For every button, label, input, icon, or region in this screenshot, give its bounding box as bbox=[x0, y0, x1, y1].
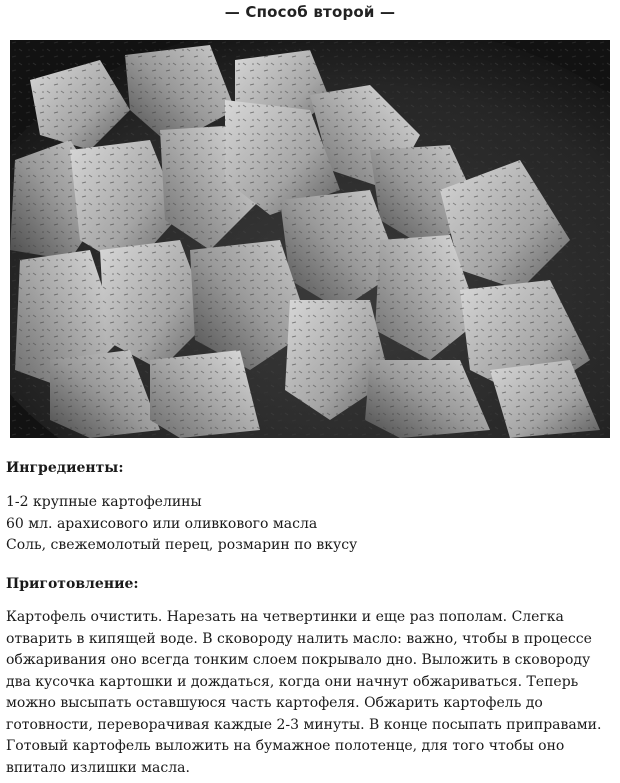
section-heading: — Способ второй — bbox=[224, 3, 396, 21]
ingredient-item: 60 мл. арахисового или оливкового масла bbox=[6, 515, 318, 532]
ingredients-list bbox=[6, 492, 357, 557]
herb-specks bbox=[10, 40, 610, 438]
roasted-potatoes-photo bbox=[10, 40, 610, 438]
ingredient-item: Соль, свежемолотый перец, розмарин по вкусу bbox=[6, 537, 358, 553]
method-title: Приготовление: bbox=[6, 576, 139, 592]
method-text: Картофель очистить. Нарезать на четвертинки и еще раз пополам. Слегка отварить в кипящей воде. В сковороду налить масло: важно, чтобы в процессе обжаривания оно всегда тонким слоем покрывало дно. Выложить в сковороду два кусочка картошки и дождаться, когда они начнут обжариваться. Теперь можно высыпать оставшуюся часть картофеля. Обжарить картофель до готовности, переворачивая каждые 2-3 минуты. В конце посыпать приправами. Готовый картофель выложить на бумажное полотенце, для того чтобы оно впитало излишки масла. bbox=[6, 609, 602, 776]
ingredient-item: 1-2 крупные картофелины bbox=[6, 494, 202, 510]
potatoes-illustration bbox=[10, 40, 610, 438]
ingredients-title: Ингредиенты: bbox=[6, 460, 124, 476]
